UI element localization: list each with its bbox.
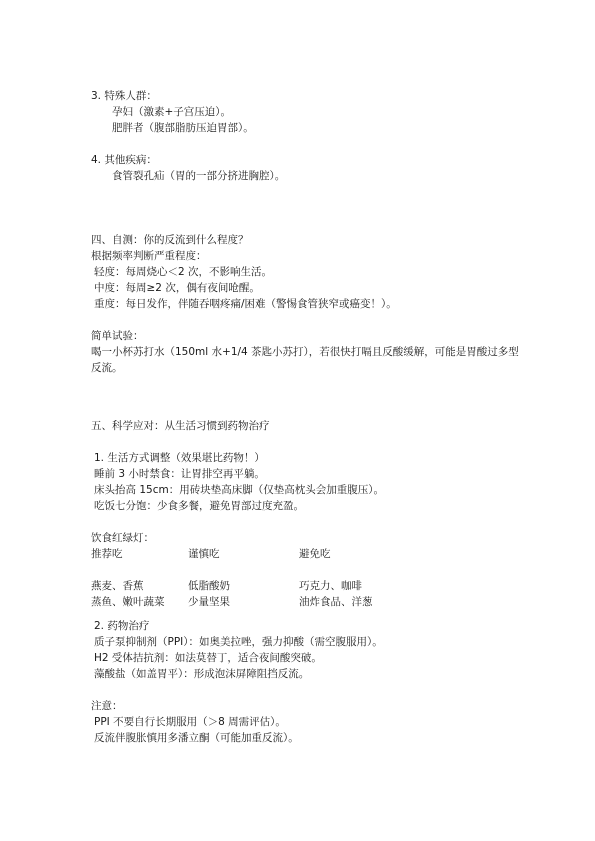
note-title: 注意： xyxy=(91,700,123,712)
section-4-item-hernia: 食管裂孔疝（胃的一部分挤进胸腔）。 xyxy=(112,170,286,182)
drug-item-ppi: 质子泵抑制剂（PPI）：如奥美拉唑，强力抑酸（需空腹服用）。 xyxy=(94,636,383,648)
header-avoid: 避免吃 xyxy=(299,548,331,560)
simple-test-title: 简单试验： xyxy=(91,330,144,342)
lifestyle-item-bed-raise: 床头抬高 15cm：用砖块垫高床脚（仅垫高枕头会加重腹压）。 xyxy=(94,484,384,496)
drug-item-h2: H2 受体拮抗剂：如法莫替丁，适合夜间酸突破。 xyxy=(94,652,322,664)
simple-test-line-1: 喝一小杯苏打水（150ml 水+1/4 茶匙小苏打），若很快打嗝且反酸缓解，可能是胃酸过多型 xyxy=(91,346,519,358)
section-4-title: 4. 其他疾病： xyxy=(91,154,157,166)
food-recommend: 燕麦、香蕉 xyxy=(91,580,144,592)
food-traffic-light-title: 饮食红绿灯： xyxy=(91,532,154,544)
lifestyle-item-fasting: 睡前 3 小时禁食：让胃排空再平躺。 xyxy=(94,468,265,480)
self-test-severe: 重度：每日发作，伴随吞咽疼痛/困难（警惕食管狭窄或癌变！）。 xyxy=(94,298,397,310)
lifestyle-item-portion: 吃饭七分饱：少食多餐，避免胃部过度充盈。 xyxy=(94,500,304,512)
drug-item-alginate: 藻酸盐（如盖胃平）：形成泡沫屏障阻挡反流。 xyxy=(94,668,310,680)
food-avoid: 油炸食品、洋葱 xyxy=(299,596,373,608)
self-test-intro: 根据频率判断严重程度： xyxy=(91,250,207,262)
simple-test-line-2: 反流。 xyxy=(91,362,123,374)
note-item-domperidone: 反流伴腹胀慎用多潘立酮（可能加重反流）。 xyxy=(94,732,299,744)
drug-therapy-title: 2. 药物治疗 xyxy=(94,620,150,632)
section-3-item-obese: 肥胖者（腹部脂肪压迫胃部）。 xyxy=(112,122,254,134)
self-test-mild: 轻度：每周烧心＜2 次，不影响生活。 xyxy=(94,266,273,278)
header-recommend: 推荐吃 xyxy=(91,548,123,560)
science-heading: 五、科学应对：从生活习惯到药物治疗 xyxy=(91,420,270,432)
header-caution: 谨慎吃 xyxy=(188,548,220,560)
note-item-ppi: PPI 不要自行长期服用（＞8 周需评估）。 xyxy=(94,716,286,728)
section-3-title: 3. 特殊人群： xyxy=(91,90,157,102)
section-3-item-pregnant: 孕妇（激素+子宫压迫）。 xyxy=(112,106,232,118)
food-recommend: 蒸鱼、嫩叶蔬菜 xyxy=(91,596,165,608)
self-test-moderate: 中度：每周≥2 次，偶有夜间呛醒。 xyxy=(94,282,260,294)
food-avoid: 巧克力、咖啡 xyxy=(299,580,362,592)
self-test-heading: 四、自测：你的反流到什么程度？ xyxy=(91,234,249,246)
lifestyle-title: 1. 生活方式调整（效果堪比药物！） xyxy=(94,452,265,464)
food-caution: 少量坚果 xyxy=(188,596,230,608)
food-caution: 低脂酸奶 xyxy=(188,580,230,592)
